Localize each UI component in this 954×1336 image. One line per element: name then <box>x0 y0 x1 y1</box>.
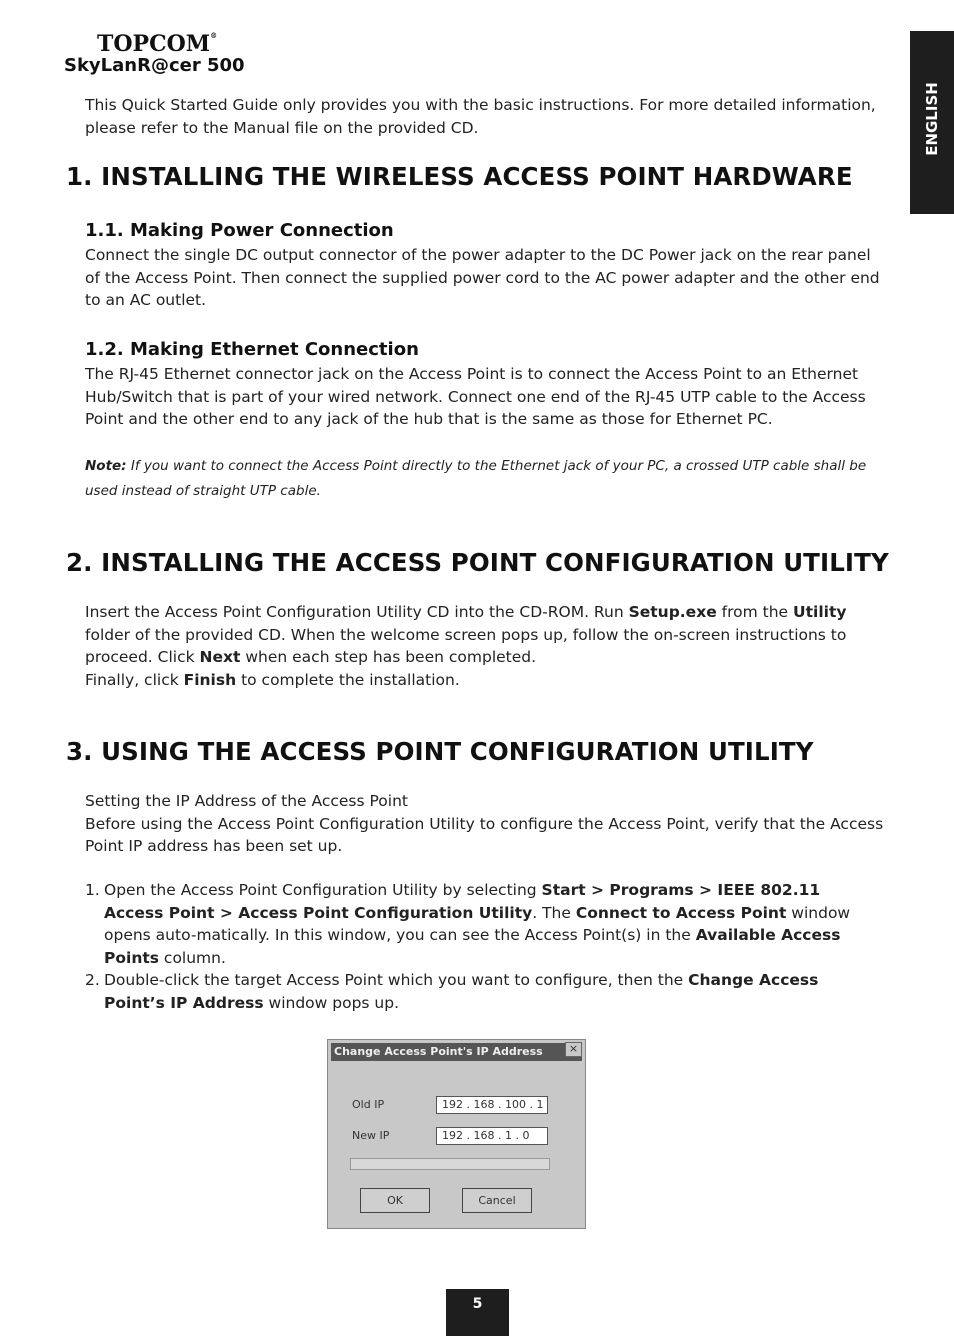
dialog-title-bar: Change Access Point's IP Address <box>331 1043 582 1061</box>
section3-title: 3. USING THE ACCESS POINT CONFIGURATION UTILITY <box>66 737 814 766</box>
note-text: If you want to connect the Access Point directly to the Ethernet jack of your PC, a crossed UTP cable shall be used instead of straight UTP cable. <box>85 458 867 499</box>
section1-1-text: Connect the single DC output connector of the power adapter to the DC Power jack on the rear panel of the Access Point. Then connect the supplied power cord to the AC power adapter and the other end to an AC outlet. <box>85 246 880 309</box>
intro-text: This Quick Started Guide only provides you with the basic instructions. For more detailed information, please refer to the Manual file on the provided CD. <box>85 96 876 137</box>
new-ip-field[interactable]: 192 . 168 . 1 . 0 <box>436 1127 548 1145</box>
note-paragraph <box>85 454 885 504</box>
old-ip-field[interactable]: 192 . 168 . 100 . 1 <box>436 1096 548 1114</box>
section2-title: 2. INSTALLING THE ACCESS POINT CONFIGURATION UTILITY <box>66 548 889 577</box>
list-item: 1. Open the Access Point Configuration Utility by selecting Start > Programs > IEEE 802.11 Access Point > Access Point Configuration Utility. The Connect to Access Point window opens auto-matically. In this window, you can see the Access Point(s) in the Available Access Points column. <box>85 881 851 967</box>
brand-name: TOPCOM <box>97 31 211 57</box>
topcom-logo: TOPCOM® <box>97 31 218 57</box>
old-ip-label: Old IP <box>352 1098 385 1111</box>
progress-bar <box>350 1158 550 1170</box>
section1-1-title: 1.1. Making Power Connection <box>85 220 394 241</box>
language-tab-label: ENGLISH <box>923 82 941 156</box>
new-ip-label: New IP <box>352 1129 390 1142</box>
change-ip-dialog <box>327 1039 586 1229</box>
list-item: 2. Double-click the target Access Point which you want to configure, then the Change Access Point’s IP Address window pops up. <box>85 971 819 1012</box>
note-label: Note: <box>85 458 127 474</box>
product-name: SkyLanR@cer 500 <box>64 55 245 76</box>
section2-text: Insert the Access Point Configuration Utility CD into the CD-ROM. Run Setup.exe from the Utility folder of the provided CD. When the welcome screen pops up, follow the on-screen instructions to proceed. Click Next when each step has been completed. Finally, click Finish to complete the installation. <box>85 603 847 689</box>
cancel-button[interactable]: Cancel <box>462 1188 532 1213</box>
section1-title: 1. INSTALLING THE WIRELESS ACCESS POINT HARDWARE <box>66 162 853 191</box>
page-number: 5 <box>446 1289 509 1336</box>
language-tab <box>910 31 954 214</box>
ok-button[interactable]: OK <box>360 1188 430 1213</box>
close-icon[interactable]: × <box>565 1042 582 1057</box>
section3-intro: Setting the IP Address of the Access Point Before using the Access Point Configuration Utility to configure the Access Point, verify that the Access Point IP address has been set up. <box>85 792 884 855</box>
section1-2-title: 1.2. Making Ethernet Connection <box>85 339 419 360</box>
section1-2-text: The RJ-45 Ethernet connector jack on the Access Point is to connect the Access Point to an Ethernet Hub/Switch that is part of your wired network. Connect one end of the RJ-45 UTP cable to the Access Point and the other end to any jack of the hub that is the same as those for Ethernet PC. <box>85 365 866 428</box>
